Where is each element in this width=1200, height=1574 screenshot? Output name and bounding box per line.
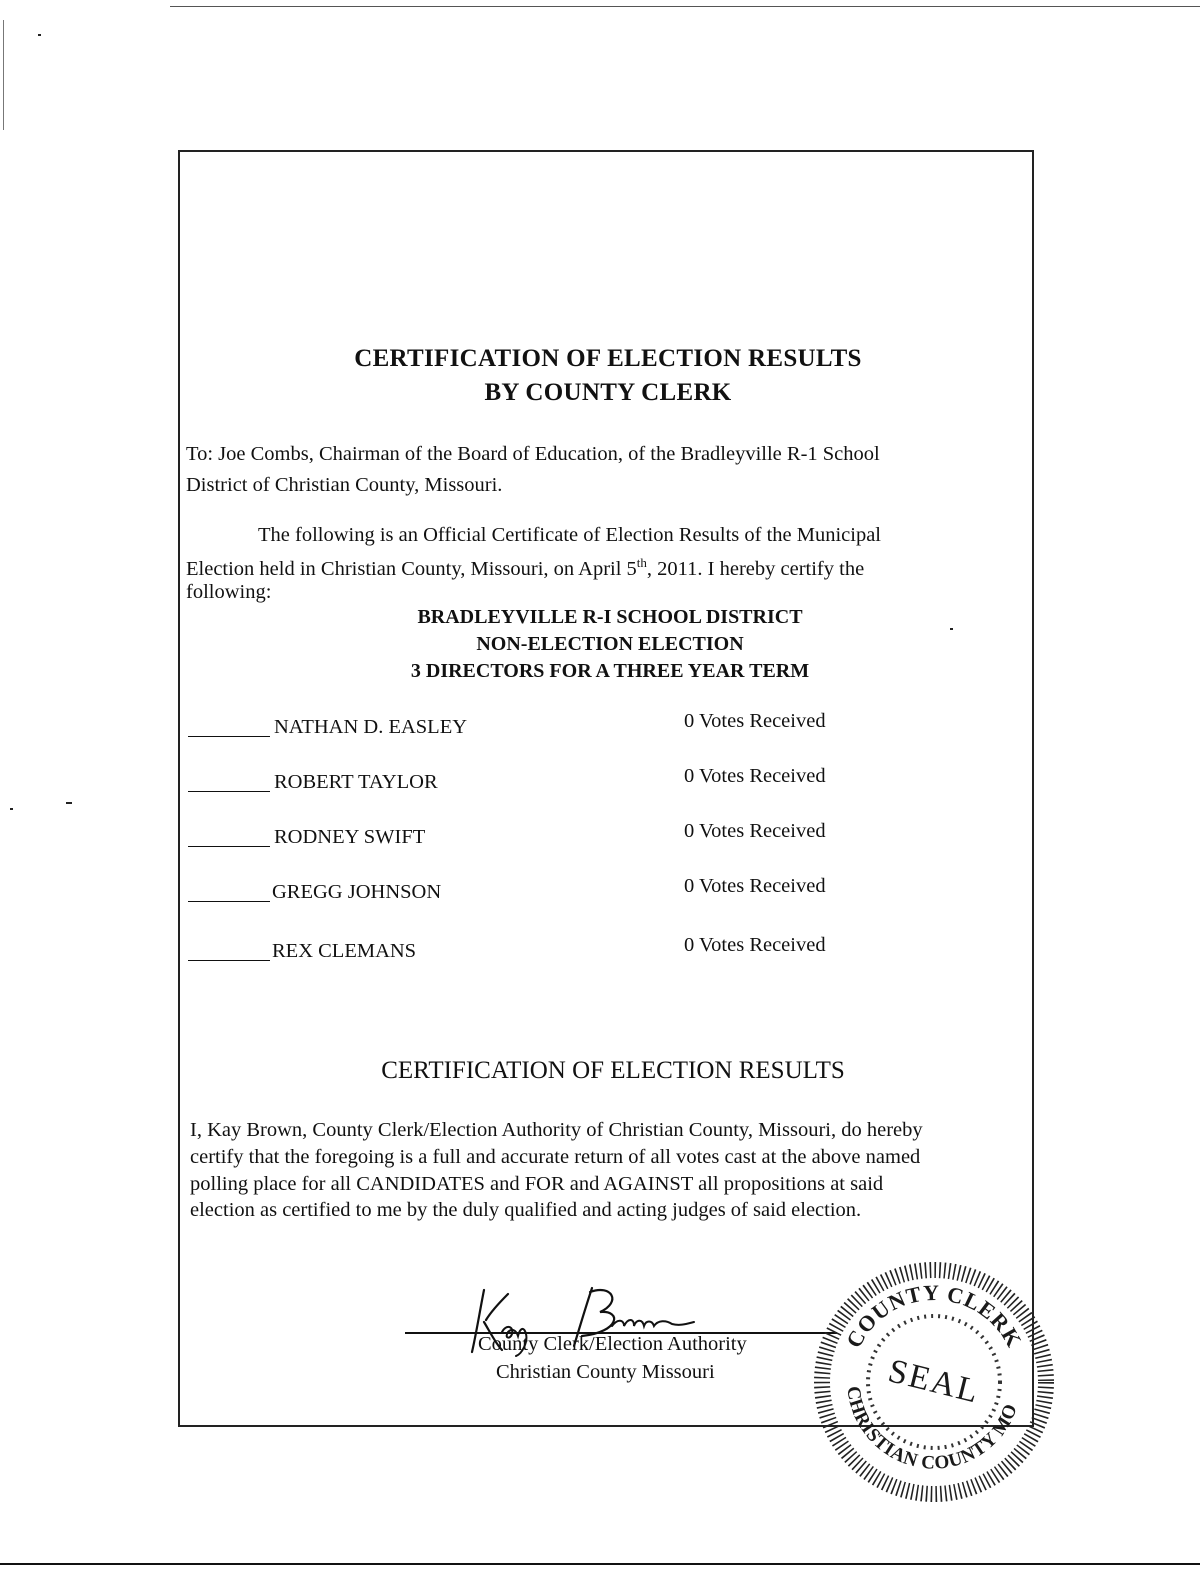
scan-speck xyxy=(38,34,41,36)
document-subtitle: BY COUNTY CLERK xyxy=(484,379,732,406)
candidate-name: ROBERT TAYLOR xyxy=(274,771,438,793)
scan-speck xyxy=(10,808,13,810)
vote-count: 0 Votes Received xyxy=(684,934,826,956)
signer-county: Christian County Missouri xyxy=(496,1361,715,1383)
vote-count: 0 Votes Received xyxy=(684,765,826,787)
date-ordinal-suffix: th xyxy=(636,555,647,570)
election-type: NON-ELECTION ELECTION xyxy=(476,633,744,655)
intro-line-2-end: , 2011. I hereby certify the xyxy=(646,557,865,580)
certification-line-2: certify that the foregoing is a full and accurate return of all votes cast at the above named xyxy=(190,1146,921,1168)
mark-blank xyxy=(188,901,270,902)
office-description: 3 DIRECTORS FOR A THREE YEAR TERM xyxy=(410,660,810,682)
intro-line-1: The following is an Official Certificate of Election Results of the Municipal xyxy=(258,524,881,546)
vote-count: 0 Votes Received xyxy=(684,820,826,842)
mark-blank xyxy=(188,791,270,792)
county-clerk-seal xyxy=(814,1262,1054,1502)
mark-blank xyxy=(188,960,270,961)
scan-left-edge xyxy=(3,20,4,130)
certification-line-1: I, Kay Brown, County Clerk/Election Authority of Christian County, Missouri, do hereby xyxy=(190,1119,923,1141)
intro-line-3: following: xyxy=(186,581,272,603)
candidate-name: GREGG JOHNSON xyxy=(272,881,442,903)
signer-title: County Clerk/Election Authority xyxy=(478,1333,747,1355)
vote-count: 0 Votes Received xyxy=(684,710,826,732)
candidate-row xyxy=(188,934,868,970)
seal-bottom-text: CHRISTIAN COUNTY MO xyxy=(842,1384,1022,1474)
intro-line-2 xyxy=(186,549,864,583)
scan-speck xyxy=(66,802,72,804)
intro-line-2-start: Election held in Christian County, Missouri, on April 5 xyxy=(186,557,637,580)
candidate-name: REX CLEMANS xyxy=(272,940,417,962)
certification-heading: CERTIFICATION OF ELECTION RESULTS xyxy=(381,1057,845,1084)
mark-blank xyxy=(188,736,270,737)
candidate-name: NATHAN D. EASLEY xyxy=(274,716,468,738)
candidate-row xyxy=(188,710,868,746)
scan-bottom-edge xyxy=(0,1563,1200,1565)
scan-top-edge xyxy=(170,6,1200,7)
candidate-row xyxy=(188,765,868,801)
district-name: BRADLEYVILLE R-I SCHOOL DISTRICT xyxy=(417,606,803,628)
vote-count: 0 Votes Received xyxy=(684,875,826,897)
seal-center-text: SEAL xyxy=(884,1352,984,1411)
certification-line-3: polling place for all CANDIDATES and FOR and AGAINST all propositions at said xyxy=(190,1173,884,1195)
addressee-line-2: District of Christian County, Missouri. xyxy=(186,474,503,496)
candidate-name: RODNEY SWIFT xyxy=(274,826,426,848)
certification-line-4: election as certified to me by the duly qualified and acting judges of said election. xyxy=(190,1199,862,1221)
seal-top-text: COUNTY CLERK xyxy=(840,1279,1028,1352)
candidate-row xyxy=(188,875,868,911)
candidate-row xyxy=(188,820,868,856)
mark-blank xyxy=(188,846,270,847)
addressee-line-1: To: Joe Combs, Chairman of the Board of Education, of the Bradleyville R-1 School xyxy=(186,443,880,465)
document-title: CERTIFICATION OF ELECTION RESULTS xyxy=(354,345,862,372)
